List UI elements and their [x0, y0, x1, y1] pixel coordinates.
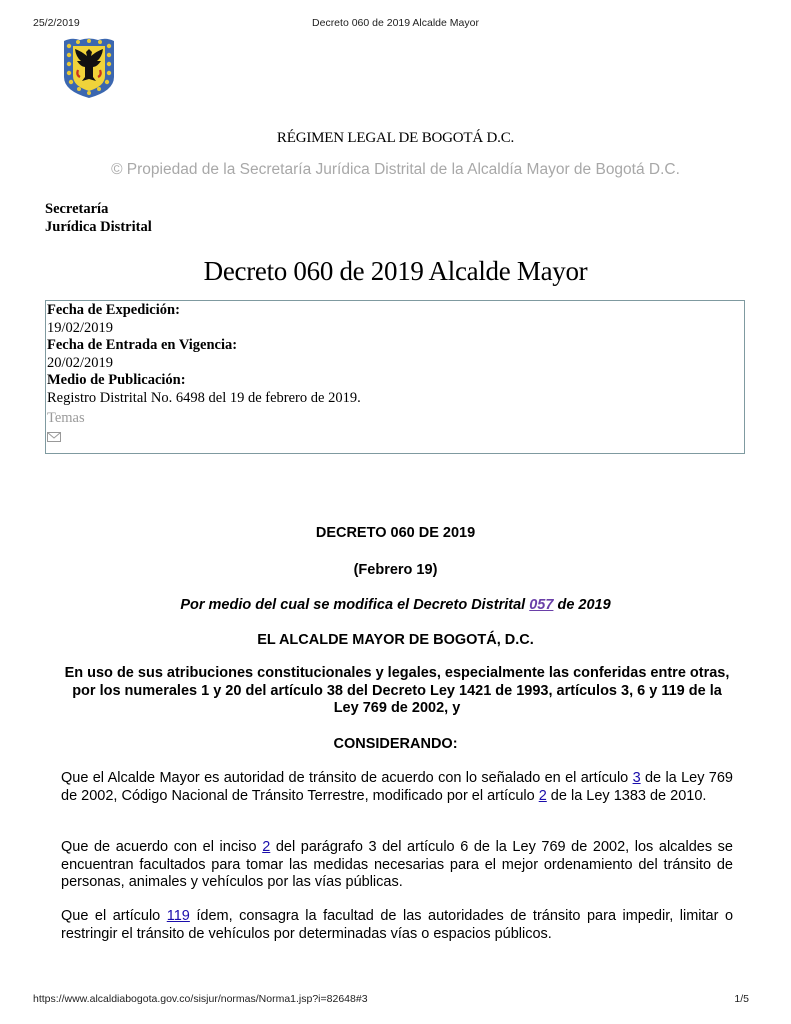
articulo-2-link[interactable]: 2 — [538, 787, 547, 804]
bogota-coat-of-arms-icon — [62, 37, 116, 99]
articulo-3-link[interactable]: 3 — [632, 770, 641, 786]
medio-publicacion-label: Medio de Publicación: — [47, 372, 186, 388]
paragraph-text: Que de acuerdo con el inciso — [61, 839, 263, 855]
secretaria-line-2: Jurídica Distrital — [45, 219, 152, 235]
regimen-legal-heading: RÉGIMEN LEGAL DE BOGOTÁ D.C. — [276, 130, 515, 146]
paragraph-text: Que el artículo — [61, 908, 167, 924]
secretaria-label — [45, 200, 152, 236]
subject-text-post: de 2019 — [553, 597, 611, 613]
envelope-icon[interactable] — [47, 431, 61, 443]
medio-publicacion-value: Registro Distrital No. 6498 del 19 de febrero de 2019. — [47, 389, 361, 406]
page-number: 1/5 — [734, 993, 749, 1005]
considerando-paragraph — [61, 839, 733, 892]
subject-text-pre: Por medio del cual se modifica el Decreto Distrital — [180, 597, 530, 613]
decree-authority: EL ALCALDE MAYOR DE BOGOTÁ, D.C. — [257, 632, 534, 648]
paragraph-text: de la Ley 1383 de 2010. — [546, 787, 707, 804]
decree-date: (Febrero 19) — [353, 562, 438, 578]
fecha-expedicion-label: Fecha de Expedición: — [47, 302, 180, 318]
paragraph-text: de la Ley 769 de 2002, Código Nacional de Tránsito Terrestre, modificado por el artículo — [61, 770, 733, 804]
fecha-vigencia-label: Fecha de Entrada en Vigencia: — [47, 337, 238, 353]
copyright-notice: © Propiedad de la Secretaría Jurídica Distrital de la Alcaldía Mayor de Bogotá D.C. — [111, 161, 680, 178]
metadata-box — [45, 300, 745, 454]
decree-subject — [0, 597, 791, 613]
paragraph-text: Que el Alcalde Mayor es autoridad de tránsito de acuerdo con lo señalado en el artículo — [61, 770, 633, 786]
considerando-paragraph — [61, 770, 733, 805]
temas-link[interactable]: Temas — [47, 410, 85, 426]
inciso-2-link[interactable]: 2 — [262, 839, 271, 855]
considerando-heading: CONSIDERANDO: — [333, 736, 458, 752]
document-title: Decreto 060 de 2019 Alcalde Mayor — [203, 256, 588, 286]
print-date: 25/2/2019 — [33, 17, 80, 29]
articulo-119-link[interactable]: 119 — [166, 908, 190, 924]
print-url: https://www.alcaldiabogota.gov.co/sisjur/normas/Norma1.jsp?i=82648#3 — [33, 993, 368, 1005]
considerando-paragraph — [61, 908, 733, 943]
fecha-expedicion-value: 19/02/2019 — [47, 319, 114, 336]
decree-heading: DECRETO 060 DE 2019 — [315, 525, 476, 541]
paragraph-text: del parágrafo 3 del artículo 6 de la Ley 769 de 2002, los alcaldes se encuentran facultados para tomar las medidas necesarias para el mejor ordenamiento del tránsito de personas, animales y vehículos por las vías públicas. — [61, 839, 734, 890]
paragraph-text: ídem, consagra la facultad de las autoridades de tránsito para impedir, limitar o restringir el tránsito de vehículos por determinadas vías o espacios públicos. — [61, 908, 734, 942]
attributions-paragraph: En uso de sus atribuciones constitucionales y legales, especialmente las conferidas entre otras, por los numerales 1 y 20 del artículo 38 del Decreto Ley 1421 de 1993, artículos 3, 6 y 119 de la Ley 769 de 2002, y — [64, 665, 730, 716]
print-page-title: Decreto 060 de 2019 Alcalde Mayor — [312, 17, 479, 29]
decreto-057-link[interactable]: 057 — [529, 597, 554, 613]
fecha-vigencia-value: 20/02/2019 — [47, 354, 114, 371]
secretaria-line-1: Secretaría — [45, 201, 109, 217]
